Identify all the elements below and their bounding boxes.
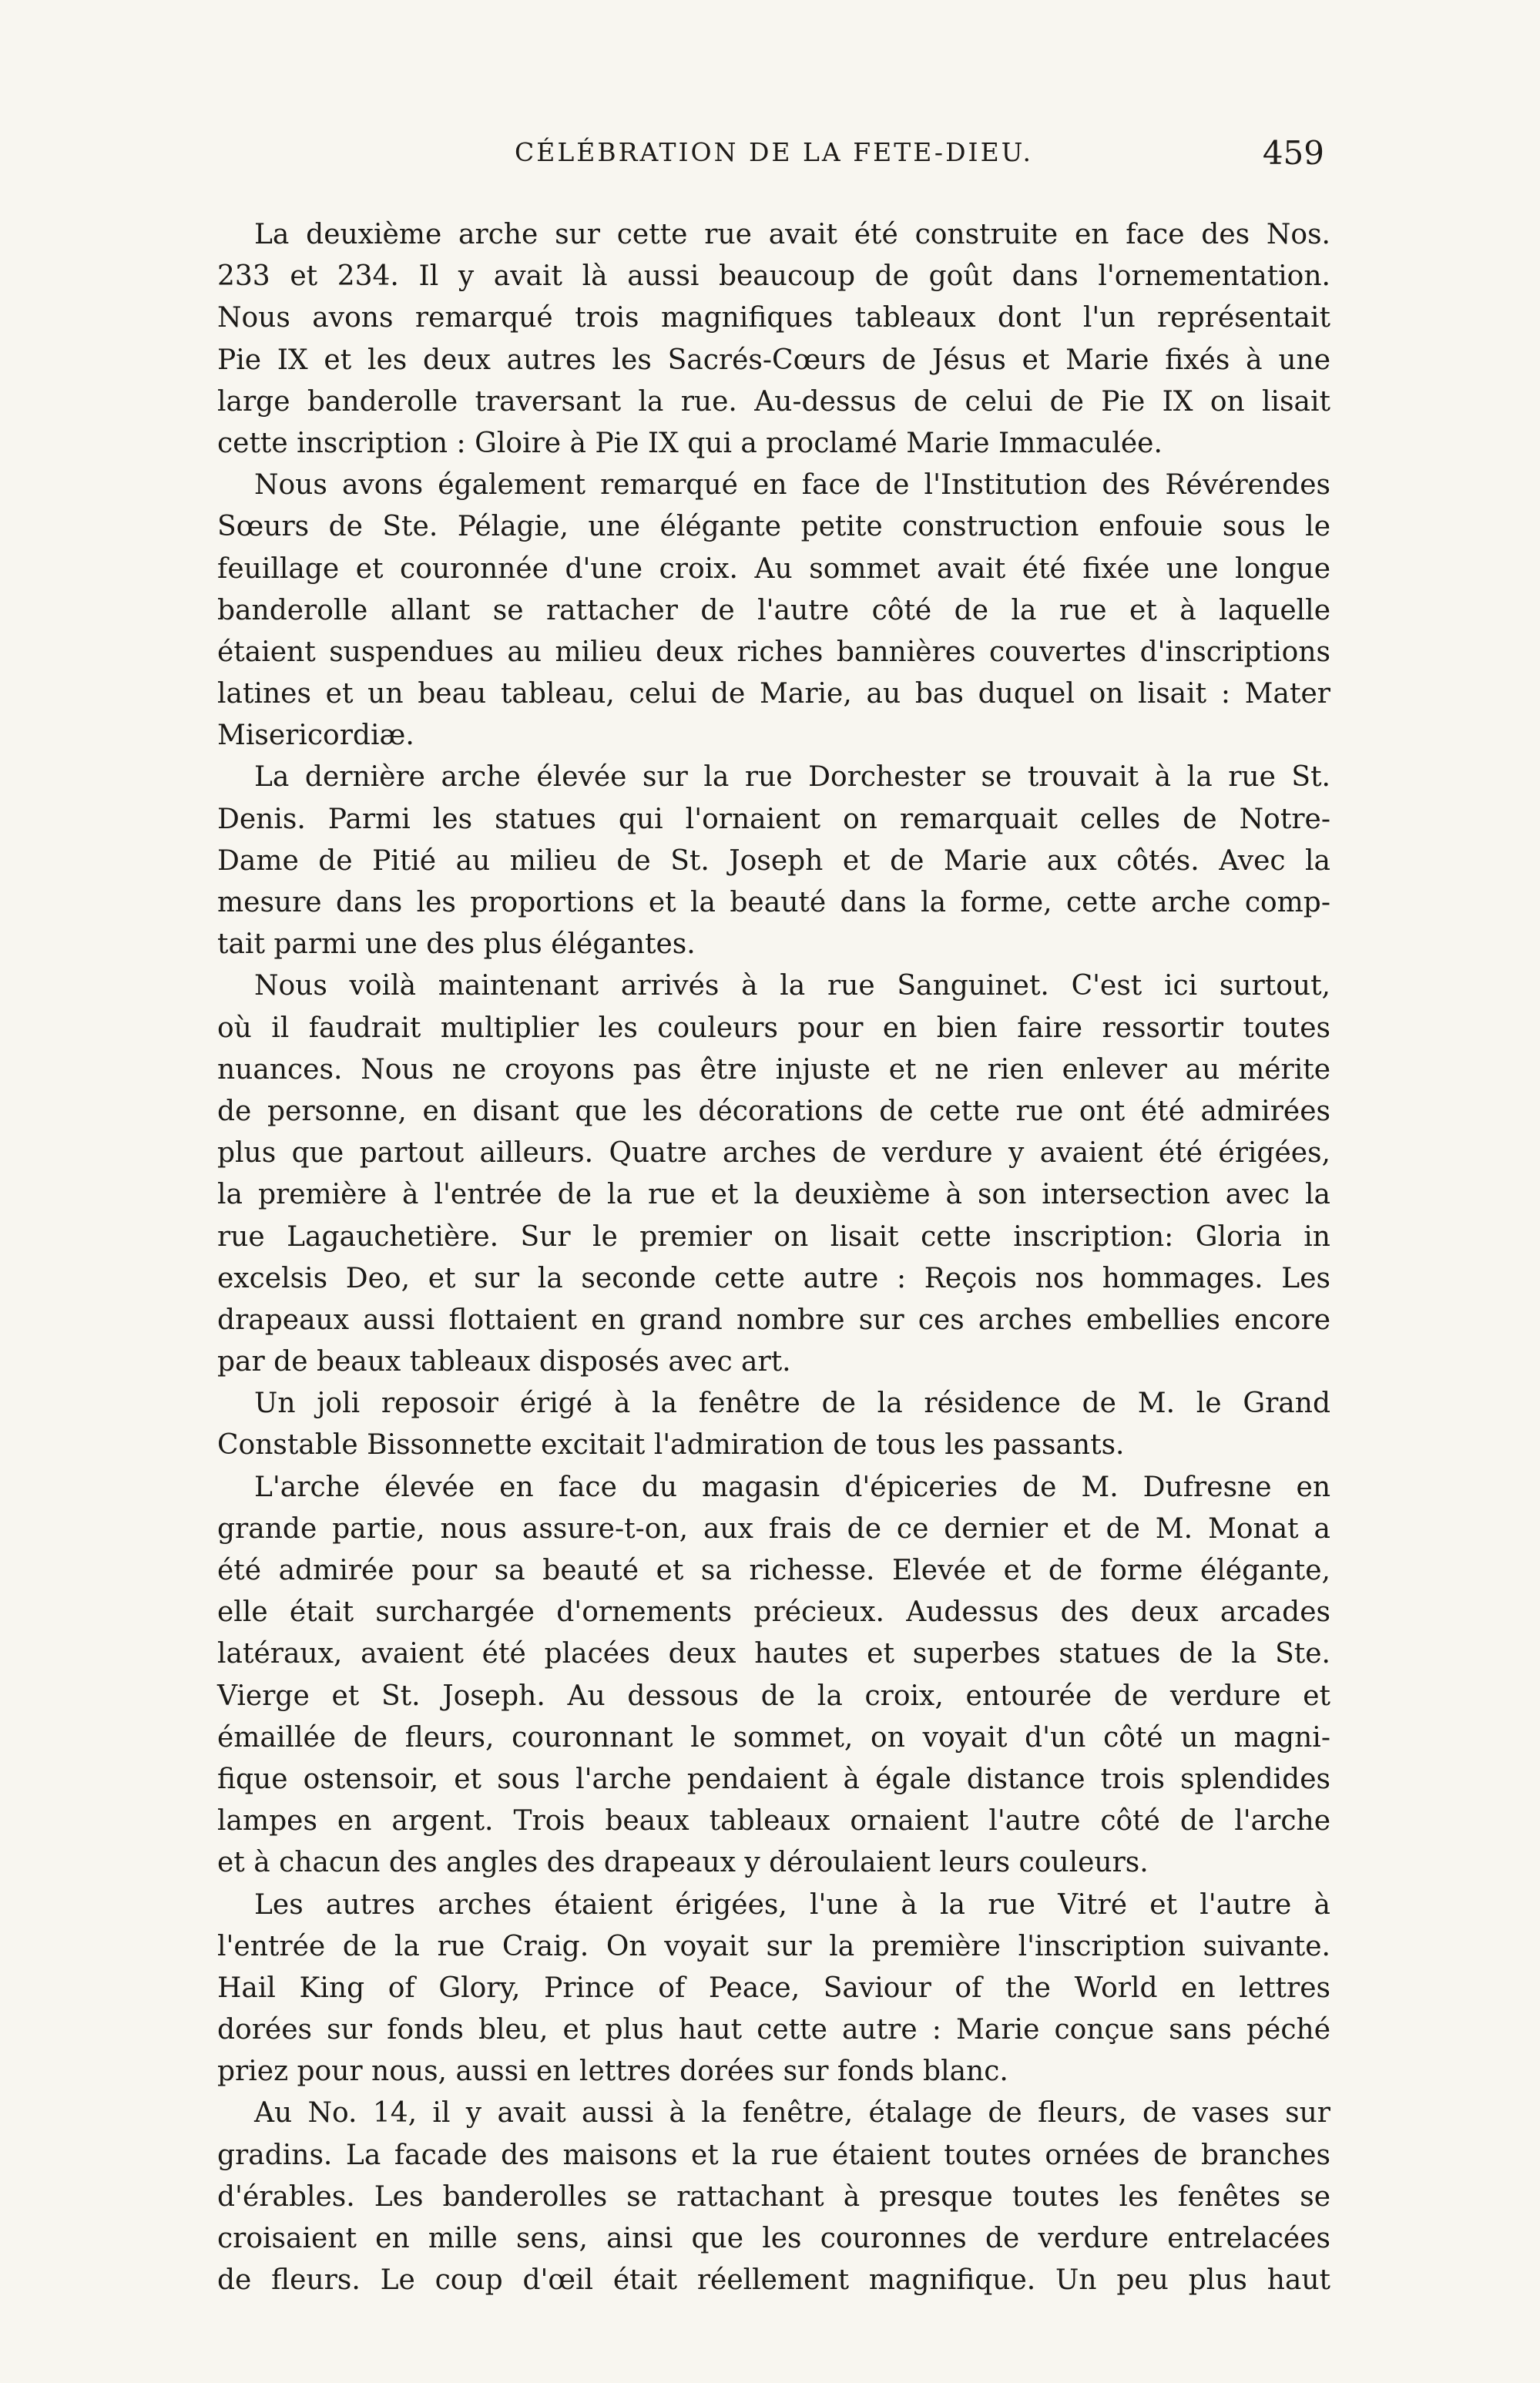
text-line: par de beaux tableaux disposés avec art. [217, 1346, 791, 1378]
text-line: Nous voilà maintenant arrivés à la rue Sanguinet. C'est ici surtout, [254, 970, 1330, 1002]
text-line: l'entrée de la rue Craig. On voyait sur la première l'inscription suivante. [217, 1930, 1330, 1962]
text-line: fique ostensoir, et sous l'arche pendaient à égale distance trois splendides [217, 1763, 1330, 1795]
running-head [217, 134, 1330, 183]
text-line: elle était surchargée d'ornements précieux. Audessus des deux arcades [217, 1596, 1330, 1629]
text-line: 233 et 234. Il y avait là aussi beaucoup de goût dans l'ornementation. [217, 260, 1330, 293]
text-line: excelsis Deo, et sur la seconde cette autre : Reçois nos hommages. Les [217, 1262, 1330, 1294]
page-number: 459 [1262, 134, 1324, 172]
text-line: lampes en argent. Trois beaux tableaux ornaient l'autre côté de l'arche [217, 1805, 1330, 1838]
text-line: gradins. La facade des maisons et la rue étaient toutes ornées de branches [217, 2139, 1330, 2171]
text-line: Misericordiæ. [217, 720, 414, 752]
text-line: de fleurs. Le coup d'œil était réellement magnifique. Un peu plus haut [217, 2264, 1330, 2297]
text-line: Pie IX et les deux autres les Sacrés-Cœurs de Jésus et Marie fixés à une [217, 344, 1330, 376]
text-line: nuances. Nous ne croyons pas être injuste et ne rien enlever au mérite [217, 1053, 1330, 1086]
text-line: Sœurs de Ste. Pélagie, une élégante petite construction enfouie sous le [217, 511, 1330, 543]
text-line: d'érables. Les banderolles se rattachant à presque toutes les fenêtes se [217, 2180, 1330, 2213]
text-line: La dernière arche élevée sur la rue Dorchester se trouvait à la rue St. [254, 761, 1330, 794]
text-line: priez pour nous, aussi en lettres dorées sur fonds blanc. [217, 2056, 1008, 2088]
text-line: Hail King of Glory, Prince of Peace, Saviour of the World en lettres [217, 1972, 1330, 2004]
body-text [217, 214, 1330, 2301]
text-line: large banderolle traversant la rue. Au-dessus de celui de Pie IX on lisait [217, 385, 1330, 418]
text-line: grande partie, nous assure-t-on, aux frais de ce dernier et de M. Monat a [217, 1512, 1330, 1545]
text-line: Vierge et St. Joseph. Au dessous de la croix, entourée de verdure et [217, 1680, 1330, 1712]
text-line: cette inscription : Gloire à Pie IX qui a proclamé Marie Immaculée. [217, 427, 1163, 459]
text-line: tait parmi une des plus élégantes. [217, 928, 696, 961]
text-line: Denis. Parmi les statues qui l'ornaient on remarquait celles de Notre- [217, 803, 1330, 835]
text-line: Dame de Pitié au milieu de St. Joseph et de Marie aux côtés. Avec la [217, 844, 1330, 877]
text-line: latéraux, avaient été placées deux hautes et superbes statues de la Ste. [217, 1638, 1330, 1670]
text-line: Les autres arches étaient érigées, l'une à la rue Vitré et l'autre à [254, 1888, 1330, 1921]
text-line: drapeaux aussi flottaient en grand nombre sur ces arches embellies encore [217, 1304, 1330, 1336]
text-line: L'arche élevée en face du magasin d'épiceries de M. Dufresne en [254, 1471, 1330, 1503]
text-line: Constable Bissonnette excitait l'admiration de tous les passants. [217, 1429, 1125, 1462]
text-line: dorées sur fonds bleu, et plus haut cette autre : Marie conçue sans péché [217, 2014, 1330, 2046]
text-line: Nous avons également remarqué en face de l'Institution des Révérendes [254, 469, 1330, 502]
text-line: étaient suspendues au milieu deux riches bannières couvertes d'inscriptions [217, 636, 1330, 668]
text-line: feuillage et couronnée d'une croix. Au sommet avait été fixée une longue [217, 552, 1330, 585]
text-line: plus que partout ailleurs. Quatre arches de verdure y avaient été érigées, [217, 1137, 1330, 1170]
text-line: été admirée pour sa beauté et sa richesse. Elevée et de forme élégante, [217, 1555, 1330, 1586]
text-line: croisaient en mille sens, ainsi que les couronnes de verdure entrelacées [217, 2223, 1330, 2254]
text-line: Au No. 14, il y avait aussi à la fenêtre, étalage de fleurs, de vases sur [254, 2097, 1330, 2130]
text-line: latines et un beau tableau, celui de Marie, au bas duquel on lisait : Mater [217, 678, 1330, 710]
text-line: Un joli reposoir érigé à la fenêtre de la résidence de M. le Grand [254, 1388, 1330, 1420]
running-title: CÉLÉBRATION DE LA FETE-DIEU. [515, 137, 1033, 167]
text-line: de personne, en disant que les décorations de cette rue ont été admirées [217, 1095, 1330, 1127]
text-line: émaillée de fleurs, couronnant le sommet, on voyait d'un côté un magni- [217, 1721, 1330, 1754]
text-line: où il faudrait multiplier les couleurs pour en bien faire ressortir toutes [217, 1012, 1330, 1044]
text-line: banderolle allant se rattacher de l'autre côté de la rue et à laquelle [217, 594, 1330, 626]
text-line: La deuxième arche sur cette rue avait été construite en face des Nos. [254, 219, 1330, 250]
text-line: rue Lagauchetière. Sur le premier on lisait cette inscription: Gloria in [217, 1220, 1330, 1253]
text-line: et à chacun des angles des drapeaux y déroulaient leurs couleurs. [217, 1847, 1149, 1879]
text-line: mesure dans les proportions et la beauté dans la forme, cette arche comp- [217, 887, 1330, 918]
text-line: la première à l'entrée de la rue et la deuxième à son intersection avec la [217, 1179, 1330, 1211]
text-line: Nous avons remarqué trois magnifiques tableaux dont l'un représentait [217, 302, 1330, 334]
